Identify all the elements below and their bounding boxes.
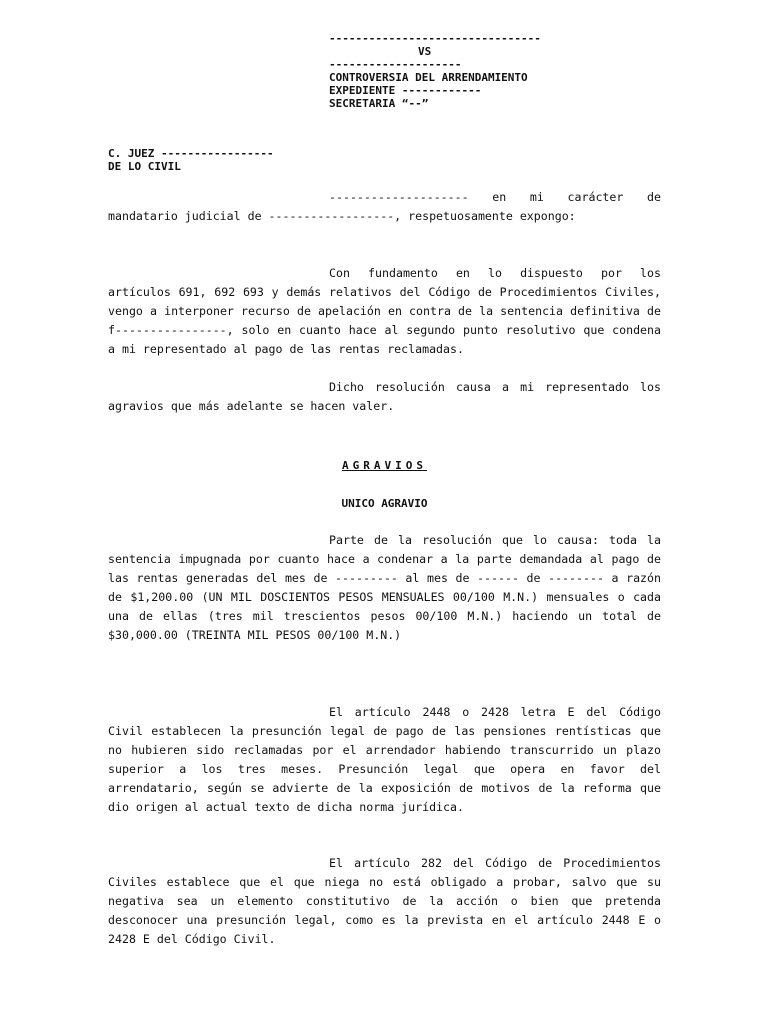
recipient-block (108, 147, 274, 173)
paragraph-articulo-282: El artículo 282 del Código de Procedimientos Civiles establece que el que niega no está obligado a probar, salvo que su negativa sea un elemento constitutivo de la acción o bien que pretenda desconocer una presunción legal, como es la prevista en el artículo 2448 E o 2428 E del Código Civil. (108, 856, 661, 946)
header-party-line-2: -------------------- (329, 58, 462, 71)
recipient-line-2: DE LO CIVIL (108, 160, 181, 173)
header-expediente: EXPEDIENTE ------------ (329, 84, 482, 97)
intro-paragraph: -------------------- en mi carácter de mandatario judicial de ------------------, respetuosamente expongo: (108, 190, 661, 223)
header-controversia: CONTROVERSIA DEL ARRENDAMIENTO (329, 71, 528, 84)
header-party-line: -------------------------------- (329, 32, 541, 45)
header-secretaria: SECRETARIA “--” (329, 97, 429, 110)
paragraph-resolucion: Dicho resolución causa a mi representado los agravios que más adelante se hacen valer. (108, 380, 661, 413)
agravios-heading (108, 456, 661, 475)
paragraph-parte-resolucion: Parte de la resolución que lo causa: toda la sentencia impugnada por cuanto hace a condenar a la parte demandada al pago de las rentas generadas del mes de --------- al mes de ------ de -------- a razón de $1,200.00 (UN MIL DOSCIENTOS PESOS MENSUALES 00/100 M.N.) mensuales o cada una de ellas (tres mil trescientos pesos 00/100 M.N.) haciendo un total de $30,000.00 (TREINTA MIL PESOS 00/100 M.N.) (108, 533, 661, 642)
paragraph-fundamento: Con fundamento en lo dispuesto por los artículos 691, 692 693 y demás relativos del Código de Procedimientos Civiles, vengo a interponer recurso de apelación en contra de la sentencia definitiva de f----------------, solo en cuanto hace al segundo punto resolutivo que condena a mi representado al pago de las rentas reclamadas. (108, 266, 661, 356)
paragraph-articulo-2448: El artículo 2448 o 2428 letra E del Código Civil establecen la presunción legal de pago de las pensiones rentísticas que no hubieren sido reclamadas por el arrendador habiendo transcurrido un plazo superior a los tres meses. Presunción legal que opera en favor del arrendatario, según se advierte de la exposición de motivos de la reforma que dio origen al actual texto de dicha norma jurídica. (108, 705, 661, 814)
case-header (329, 32, 659, 110)
recipient-line-1: C. JUEZ ----------------- (108, 147, 274, 160)
agravios-title: AGRAVIOS (342, 459, 427, 472)
unico-agravio-heading: UNICO AGRAVIO (341, 497, 428, 510)
header-vs: VS (418, 45, 432, 58)
